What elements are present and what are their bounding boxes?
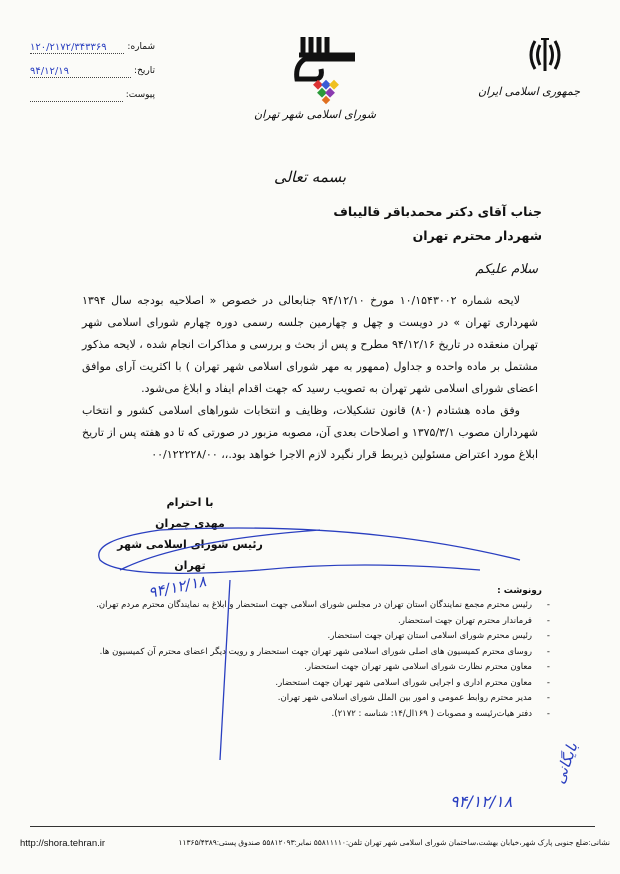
copy-item: - دفتر هیات‌رئیسه و مصوبات ( ۱۶۹ال/۱۴: شناسه : ۲۱۷۲). — [72, 707, 532, 723]
attachment-label: پیوست: — [125, 90, 155, 100]
letter-date-field — [30, 66, 155, 78]
handwritten-date: ۹۴/۱۲/۱۸ — [146, 572, 208, 602]
footer-divider — [30, 826, 595, 827]
copies-list — [72, 598, 532, 722]
copy-item: - مدیر محترم روابط عمومی و امور بین الملل شورای اسلامی شهر تهران. — [72, 691, 532, 707]
copy-item: - معاون محترم نظارت شورای اسلامی شهر تهران جهت استحضار. — [72, 660, 532, 676]
council-logo-icon — [285, 35, 355, 109]
council-name: شورای اسلامی شهر تهران — [254, 108, 376, 121]
body-paragraph: وفق ماده هشتادم (۸۰) قانون تشکیلات، وظایف و انتخابات شوراهای اسلامی کشور و انتخاب شهرداران مصوب ۱۳۷۵/۳/۱ و اصلاحات بعدی آن، مصوبه مزبور در صورتی که تا دو هفته پس از تاریخ ابلاغ مورد اعتراض مسئولین ذیربط قرار نگیرد لازم الاجرا خواهد بود.،، ۰۰/۱۲۲۲۲۸/۰۰ — [82, 404, 538, 461]
number-label: شماره: — [127, 42, 155, 52]
republic-text: جمهوری اسلامی ایران — [477, 85, 580, 98]
letter-body — [82, 290, 538, 466]
copy-item: - معاون محترم اداری و اجرایی شورای اسلامی شهر تهران جهت استحضار. — [72, 676, 532, 692]
recipient-name: جناب آقای دکتر محمدباقر قالیباف — [333, 204, 542, 219]
copy-item: - فرماندار محترم تهران جهت استحضار. — [72, 614, 532, 630]
invocation: بسمه تعالی — [273, 168, 347, 186]
closing: با احترام — [166, 496, 214, 509]
attachment-field — [30, 90, 155, 102]
body-paragraph: لایحه شماره ۱۰/۱۵۴۳۰۰۲ مورخ ۹۴/۱۲/۱۰ جنابعالی در خصوص « اصلاحیه بودجه سال ۱۳۹۴ شهرداری تهران » در دویست و چهل و چهارمین جلسه رسمی دوره چهارم شورای اسلامی شهر تهران منعقده در تاریخ ۹۴/۱۲/۱۶ مطرح و پس از بحث و بررسی و مذاکرات انجام شده ، لایحه مذکور مشتمل بر ماده واحده و جداول (ممهور به مهر شورای اسلامی شهر تهران ) با اکثریت آرای موافق اعضای شورای اسلامی شهر تهران به تصویب رسید که جهت اقدام ایفاد و ابلاغ می‌شود. — [82, 294, 538, 395]
signer-title: رئیس شورای اسلامی شهر تهران — [117, 538, 263, 572]
footer-url[interactable]: http://shora.tehran.ir — [20, 838, 106, 849]
letter-number-field — [30, 42, 155, 54]
signer-name: مهدی چمران — [155, 517, 225, 530]
copies-title: رونوشت : — [497, 586, 542, 596]
date-value: ۹۴/۱۲/۱۹ — [30, 66, 131, 78]
bottom-handwritten-date: ۹۴/۱۲/۱۸ — [450, 792, 513, 811]
margin-note: بایگانی — [550, 740, 582, 787]
copy-item: - رئیس محترم مجمع نمایندگان استان تهران در مجلس شورای اسلامی جهت استحضار و ابلاغ به نمایندگان محترم مردم تهران. — [72, 598, 532, 614]
footer — [20, 838, 610, 849]
number-value: ۱۲۰/۲۱۷۲/۳۴۳۳۶۹ — [30, 42, 124, 54]
attachment-value — [30, 90, 123, 102]
iran-emblem-icon — [527, 35, 563, 79]
copy-item: - رئیس محترم شورای اسلامی استان تهران جهت استحضار. — [72, 629, 532, 645]
footer-address: نشانی:ضلع جنوبی پارک شهر،خیابان بهشت،ساختمان شورای اسلامی شهر تهران تلفن:۵۵۸۱۱۱۱۰ نمابر:۵۵۸۱۲۰۹۳ صندوق پستی:۱۱۳۶۵/۴۳۸۹ — [178, 838, 610, 847]
greeting: سلام علیکم — [475, 262, 538, 277]
recipient-title: شهردار محترم تهران — [412, 228, 542, 243]
date-label: تاریخ: — [134, 66, 155, 76]
copy-item: - روسای محترم کمیسیون های اصلی شورای اسلامی شهر تهران جهت استحضار و رویت دیگر اعضای محترم آن کمیسیون ها. — [72, 645, 532, 661]
